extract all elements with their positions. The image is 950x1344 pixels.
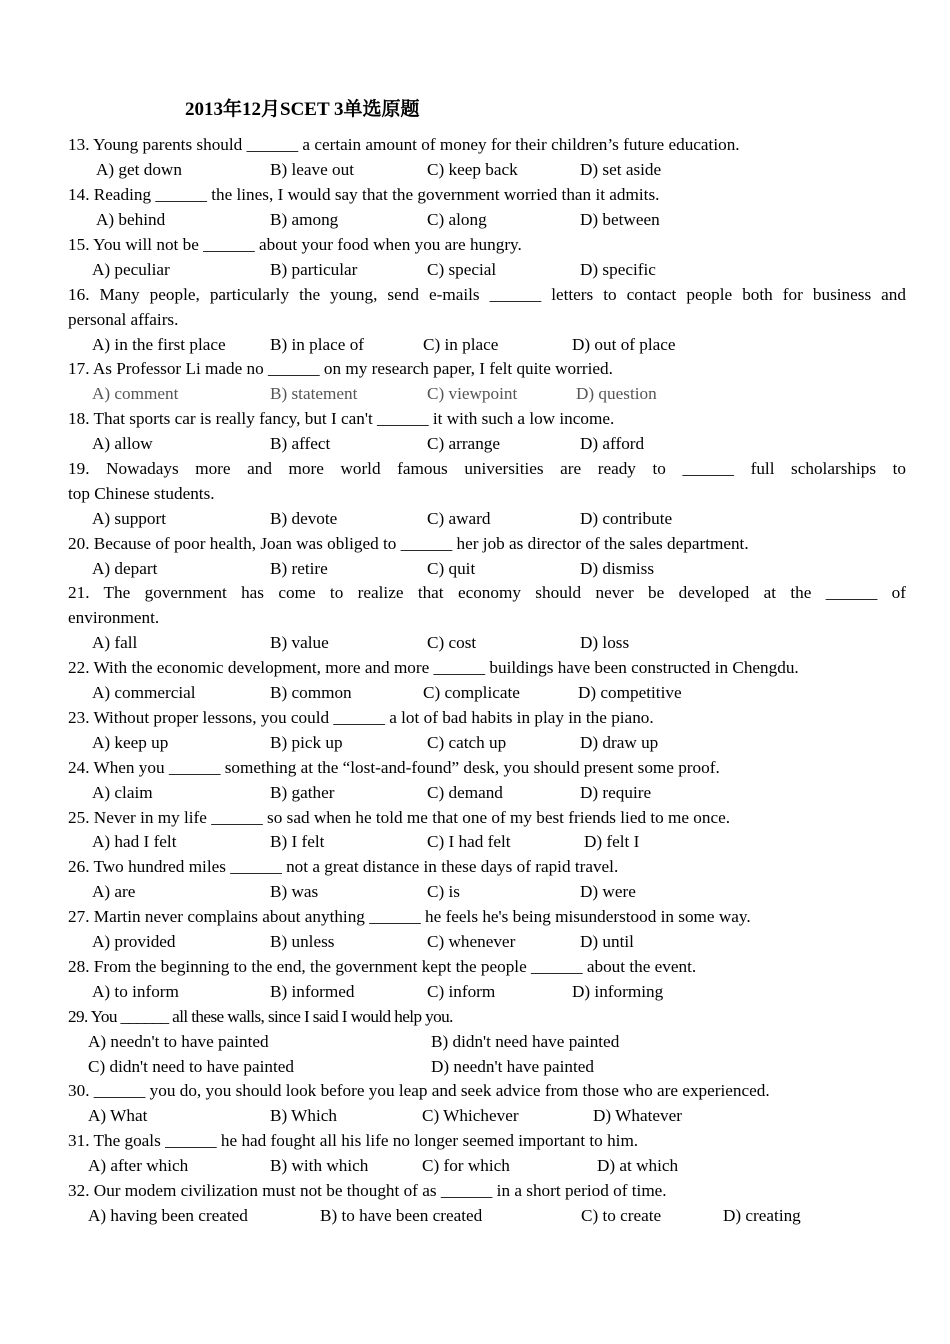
question-18-option-a: A) allow: [92, 434, 153, 453]
question-20-stem: 20. Because of poor health, Joan was obliged to ______ her job as director of the sales department.: [68, 534, 749, 553]
question-28-option-c: C) inform: [427, 982, 496, 1001]
question-18-option-d: D) afford: [580, 434, 645, 453]
question-20-option-b: B) retire: [270, 559, 328, 578]
question-28-option-d: D) informing: [572, 982, 664, 1001]
question-18-option-b: B) affect: [270, 434, 331, 453]
question-23-stem: 23. Without proper lessons, you could ______ a lot of bad habits in play in the piano.: [68, 708, 654, 727]
question-28-stem: 28. From the beginning to the end, the government kept the people ______ about the event.: [68, 957, 697, 976]
page-title: 2013年12月SCET 3单选原题: [185, 99, 420, 120]
question-30-option-a: A) What: [88, 1106, 148, 1125]
question-15-option-c: C) special: [427, 260, 497, 279]
question-30-option-b: B) Which: [270, 1106, 337, 1125]
question-29-option-c: C) didn't need to have painted: [88, 1057, 294, 1076]
question-24-stem: 24. When you ______ something at the “lost-and-found” desk, you should present some proof.: [68, 758, 720, 777]
question-30-option-d: D) Whatever: [593, 1106, 682, 1125]
question-32-stem: 32. Our modem civilization must not be thought of as ______ in a short period of time.: [68, 1181, 667, 1200]
question-18-stem: 18. That sports car is really fancy, but I can't ______ it with such a low income.: [68, 409, 615, 428]
question-31-stem: 31. The goals ______ he had fought all his life no longer seemed important to him.: [68, 1131, 639, 1150]
question-19-option-c: C) award: [427, 509, 491, 528]
question-19-option-b: B) devote: [270, 509, 338, 528]
question-19-stem-cont: top Chinese students.: [68, 484, 215, 503]
question-22-option-d: D) competitive: [578, 683, 682, 702]
question-30-option-c: C) Whichever: [422, 1106, 519, 1125]
question-22-option-a: A) commercial: [92, 683, 196, 702]
question-13-stem: 13. Young parents should ______ a certain amount of money for their children’s future education.: [68, 135, 740, 154]
question-20-option-c: C) quit: [427, 559, 476, 578]
question-14-stem: 14. Reading ______ the lines, I would say that the government worried than it admits.: [68, 185, 660, 204]
question-22-stem: 22. With the economic development, more and more ______ buildings have been constructed in Chengdu.: [68, 658, 799, 677]
question-17-stem: 17. As Professor Li made no ______ on my research paper, I felt quite worried.: [68, 359, 613, 378]
question-28-option-a: A) to inform: [92, 982, 179, 1001]
question-25-option-d: D) felt I: [584, 832, 640, 851]
question-32-option-b: B) to have been created: [320, 1206, 483, 1225]
question-21-option-b: B) value: [270, 633, 329, 652]
question-24-option-c: C) demand: [427, 783, 503, 802]
question-16-option-a: A) in the first place: [92, 335, 226, 354]
question-13-option-a: A) get down: [96, 160, 182, 179]
question-29-stem: 29. You ______ all these walls, since I said I would help you.: [68, 1007, 453, 1026]
question-24-option-d: D) require: [580, 783, 652, 802]
question-32-option-a: A) having been created: [88, 1206, 248, 1225]
question-31-option-c: C) for which: [422, 1156, 510, 1175]
question-17-option-b: B) statement: [270, 384, 358, 403]
question-20-option-a: A) depart: [92, 559, 158, 578]
question-16-stem: 16. Many people, particularly the young, send e-mails ______ letters to contact people both for business and: [68, 285, 906, 304]
question-22-option-b: B) common: [270, 683, 352, 702]
question-21-option-d: D) loss: [580, 633, 630, 652]
question-17-option-c: C) viewpoint: [427, 384, 518, 403]
question-14-option-a: A) behind: [96, 210, 166, 229]
question-14-option-c: C) along: [427, 210, 487, 229]
question-16-option-b: B) in place of: [270, 335, 365, 354]
question-16-stem-cont: personal affairs.: [68, 310, 179, 329]
question-25-option-c: C) I had felt: [427, 832, 511, 851]
question-16-option-c: C) in place: [423, 335, 499, 354]
question-28-option-b: B) informed: [270, 982, 355, 1001]
question-14-option-b: B) among: [270, 210, 339, 229]
question-26-option-c: C) is: [427, 882, 460, 901]
question-29-option-a: A) needn't to have painted: [88, 1032, 269, 1051]
question-26-option-d: D) were: [580, 882, 636, 901]
question-24-option-a: A) claim: [92, 783, 153, 802]
question-15-option-d: D) specific: [580, 260, 656, 279]
question-29-option-d: D) needn't have painted: [431, 1057, 594, 1076]
question-27-option-c: C) whenever: [427, 932, 516, 951]
question-13-option-b: B) leave out: [270, 160, 354, 179]
question-19-option-d: D) contribute: [580, 509, 673, 528]
question-16-option-d: D) out of place: [572, 335, 676, 354]
question-21-option-a: A) fall: [92, 633, 138, 652]
question-13-option-c: C) keep back: [427, 160, 518, 179]
question-19-stem: 19. Nowadays more and more world famous universities are ready to ______ full scholarships to: [68, 459, 906, 478]
question-25-option-a: A) had I felt: [92, 832, 177, 851]
question-25-option-b: B) I felt: [270, 832, 325, 851]
question-30-stem: 30. ______ you do, you should look before you leap and seek advice from those who are experienced.: [68, 1081, 770, 1100]
question-14-option-d: D) between: [580, 210, 660, 229]
question-19-option-a: A) support: [92, 509, 166, 528]
question-23-option-b: B) pick up: [270, 733, 343, 752]
question-25-stem: 25. Never in my life ______ so sad when he told me that one of my best friends lied to me once.: [68, 808, 731, 827]
question-32-option-c: C) to create: [581, 1206, 662, 1225]
question-29-option-b: B) didn't need have painted: [431, 1032, 620, 1051]
question-15-option-b: B) particular: [270, 260, 358, 279]
question-17-option-d: D) question: [576, 384, 657, 403]
question-23-option-d: D) draw up: [580, 733, 659, 752]
question-26-option-a: A) are: [92, 882, 136, 901]
question-22-option-c: C) complicate: [423, 683, 520, 702]
question-31-option-a: A) after which: [88, 1156, 189, 1175]
question-21-stem-cont: environment.: [68, 608, 160, 627]
question-15-option-a: A) peculiar: [92, 260, 170, 279]
question-15-stem: 15. You will not be ______ about your food when you are hungry.: [68, 235, 522, 254]
question-13-option-d: D) set aside: [580, 160, 662, 179]
question-21-stem: 21. The government has come to realize that economy should never be developed at the ______ of: [68, 583, 906, 602]
question-21-option-c: C) cost: [427, 633, 477, 652]
question-26-option-b: B) was: [270, 882, 319, 901]
question-31-option-d: D) at which: [597, 1156, 679, 1175]
question-27-option-b: B) unless: [270, 932, 335, 951]
question-27-option-a: A) provided: [92, 932, 176, 951]
question-31-option-b: B) with which: [270, 1156, 369, 1175]
question-27-option-d: D) until: [580, 932, 634, 951]
question-23-option-a: A) keep up: [92, 733, 169, 752]
question-23-option-c: C) catch up: [427, 733, 507, 752]
question-20-option-d: D) dismiss: [580, 559, 655, 578]
question-17-option-a: A) comment: [92, 384, 179, 403]
question-18-option-c: C) arrange: [427, 434, 501, 453]
question-32-option-d: D) creating: [723, 1206, 801, 1225]
question-26-stem: 26. Two hundred miles ______ not a great distance in these days of rapid travel.: [68, 857, 619, 876]
question-24-option-b: B) gather: [270, 783, 335, 802]
question-27-stem: 27. Martin never complains about anything ______ he feels he's being misunderstood in some way.: [68, 907, 751, 926]
